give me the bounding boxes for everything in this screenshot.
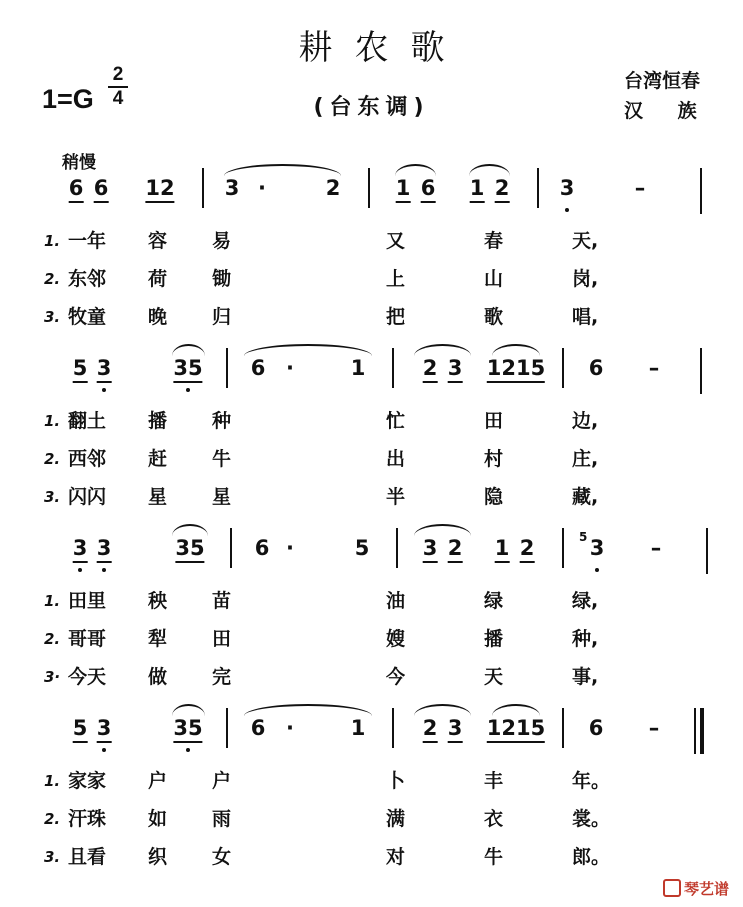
lyric-word: 织 [148, 846, 168, 868]
note-text: 3 [96, 356, 112, 380]
barline [706, 528, 708, 574]
lyric-word: 裳。 [572, 808, 611, 830]
note-text: 2 [447, 536, 463, 560]
lyric-word: 半 [386, 486, 406, 508]
watermark-logo-icon [663, 879, 681, 897]
jianpu-note [73, 716, 88, 740]
slur-mark [172, 344, 205, 356]
lyric-word: 东邻 [68, 268, 107, 290]
note-text: 3 [447, 356, 463, 380]
note-text: 5 [354, 536, 370, 560]
lyric-word: 犁 [148, 628, 168, 650]
note-text: 6 [420, 176, 436, 200]
lyric-word: 且看 [68, 846, 107, 868]
barline [226, 348, 228, 388]
barline [562, 528, 564, 568]
jianpu-note [351, 356, 366, 380]
jianpu-note [520, 536, 535, 560]
note-text: 3 [589, 536, 605, 560]
slur-mark [244, 704, 372, 716]
lyric-word: 绿 [484, 590, 504, 612]
lyric-word: 汗珠 [68, 808, 107, 830]
note-text: 6 [588, 716, 604, 740]
slur-mark [492, 344, 540, 356]
jianpu-note [351, 716, 366, 740]
eighth-underline [173, 741, 202, 743]
time-signature [108, 66, 128, 108]
octave-dot-below [102, 568, 106, 572]
jianpu-note [286, 356, 294, 380]
verse-number: 3. [44, 848, 61, 866]
barline [700, 708, 704, 754]
jianpu-note [495, 176, 510, 200]
slur-mark [469, 164, 510, 176]
verse-number: 1. [44, 772, 61, 790]
note-text: 6 [250, 356, 266, 380]
eighth-underline [175, 561, 204, 563]
credit-region: 台湾恒春 [624, 70, 701, 92]
grace-note: 5 [579, 530, 588, 544]
lyric-word: 星 [212, 486, 232, 508]
lyric-word: 牧童 [68, 306, 107, 328]
lyric-word: 隐 [484, 486, 504, 508]
note-text: · [286, 536, 294, 560]
lyric-word: 播 [484, 628, 504, 650]
note-text: · [258, 176, 266, 200]
lyric-word: 藏, [572, 486, 599, 508]
barline [392, 708, 394, 748]
jianpu-note [423, 536, 438, 560]
lyric-word: 播 [148, 410, 168, 432]
lyric-word: 锄 [212, 268, 232, 290]
octave-dot-below [78, 568, 82, 572]
lyric-word: 村 [484, 448, 504, 470]
note-text: 1 [494, 536, 510, 560]
note-text: 1 [350, 716, 366, 740]
lyric-word: 年。 [572, 770, 611, 792]
song-subtitle: (台东调) [313, 95, 430, 120]
lyric-word: 户 [148, 770, 168, 792]
jianpu-note [173, 356, 202, 380]
lyric-word: 家家 [68, 770, 107, 792]
eighth-underline [421, 201, 436, 203]
lyric-word: 衣 [484, 808, 504, 830]
lyric-word: 户 [212, 770, 232, 792]
lyric-word: 又 [386, 230, 406, 252]
note-text: – [634, 176, 646, 200]
note-text: 3 [96, 536, 112, 560]
note-text: 2 [422, 356, 438, 380]
note-text: 5 [72, 716, 88, 740]
lyric-word: 星 [148, 486, 168, 508]
note-text: 6 [68, 176, 84, 200]
slur-mark [492, 704, 540, 716]
note-text: 1 [395, 176, 411, 200]
note-text: 2 [422, 716, 438, 740]
note-text: 1 [350, 356, 366, 380]
eighth-underline [487, 381, 545, 383]
barline [537, 168, 539, 208]
lyric-word: 天 [484, 666, 504, 688]
eighth-underline [423, 561, 438, 563]
jianpu-note [487, 716, 545, 740]
lyric-word: 翻土 [68, 410, 107, 432]
jianpu-note [649, 356, 660, 380]
octave-dot-below [186, 388, 190, 392]
jianpu-note [69, 176, 84, 200]
meter-bottom: 4 [112, 88, 124, 109]
eighth-underline [97, 381, 112, 383]
note-text: 6 [250, 716, 266, 740]
eighth-underline [73, 381, 88, 383]
jianpu-note [487, 356, 545, 380]
watermark-text: 琴艺谱 [683, 880, 729, 898]
jianpu-note [286, 716, 294, 740]
jianpu-note [73, 356, 88, 380]
lyric-word: 庄, [572, 448, 599, 470]
jianpu-note [560, 176, 575, 200]
note-text: 3 [447, 716, 463, 740]
lyric-word: 油 [386, 590, 406, 612]
eighth-underline [145, 201, 174, 203]
jianpu-note [97, 356, 112, 380]
lyric-word: 苗 [212, 590, 232, 612]
note-text: 3 [224, 176, 240, 200]
verse-number: 1. [44, 592, 61, 610]
lyric-word: 种, [572, 628, 599, 650]
lyric-word: 唱, [572, 306, 599, 328]
note-text: 2 [519, 536, 535, 560]
lyric-word: 女 [212, 846, 232, 868]
lyric-word: 丰 [484, 770, 504, 792]
note-text: 12 [145, 176, 175, 200]
jianpu-note [651, 536, 662, 560]
barline [392, 348, 394, 388]
jianpu-note [448, 536, 463, 560]
eighth-underline [97, 741, 112, 743]
note-text: 6 [93, 176, 109, 200]
note-text: – [648, 716, 660, 740]
lyric-word: 容 [148, 230, 168, 252]
lyric-word: 赶 [148, 448, 168, 470]
barline [700, 168, 702, 214]
lyric-word: 田 [212, 628, 232, 650]
note-text: · [286, 716, 294, 740]
lyric-word: 对 [386, 846, 406, 868]
lyric-word: 雨 [212, 808, 232, 830]
verse-number: 2. [44, 270, 61, 288]
verse-number: 3. [44, 308, 61, 326]
verse-number: 3. [44, 488, 61, 506]
slur-mark [414, 704, 471, 716]
jianpu-note [448, 356, 463, 380]
barline [396, 528, 398, 568]
jianpu-note [225, 176, 240, 200]
jianpu-note [173, 716, 202, 740]
eighth-underline [73, 561, 88, 563]
eighth-underline [470, 201, 485, 203]
jianpu-note [589, 356, 604, 380]
slur-mark [172, 704, 205, 716]
lyric-word: 做 [148, 666, 168, 688]
key-signature: 1=G [42, 84, 94, 114]
meter-top: 2 [112, 64, 124, 85]
eighth-underline [97, 561, 112, 563]
eighth-underline [69, 201, 84, 203]
slur-mark [414, 524, 471, 536]
octave-dot-below [102, 748, 106, 752]
eighth-underline [448, 561, 463, 563]
lyric-word: 荷 [148, 268, 168, 290]
lyric-word: 岗, [572, 268, 599, 290]
jianpu-note [286, 536, 294, 560]
lyric-word: 郎。 [572, 846, 611, 868]
watermark [663, 878, 729, 899]
eighth-underline [73, 741, 88, 743]
note-text: 35 [173, 716, 203, 740]
lyric-word: 西邻 [68, 448, 107, 470]
jianpu-note [590, 536, 605, 560]
verse-number: 2. [44, 810, 61, 828]
lyric-word: 如 [148, 808, 168, 830]
lyric-word: 秧 [148, 590, 168, 612]
eighth-underline [520, 561, 535, 563]
lyric-word: 上 [386, 268, 406, 290]
lyric-word: 把 [386, 306, 406, 328]
barline [694, 708, 696, 754]
lyric-word: 种 [212, 410, 232, 432]
note-text: 5 [72, 356, 88, 380]
barline [700, 348, 702, 394]
eighth-underline [487, 741, 545, 743]
jianpu-note [495, 536, 510, 560]
octave-dot-below [565, 208, 569, 212]
note-text: 35 [173, 356, 203, 380]
lyric-word: 田里 [68, 590, 107, 612]
lyric-word: 归 [212, 306, 232, 328]
jianpu-note [421, 176, 436, 200]
barline [202, 168, 204, 208]
barline [226, 708, 228, 748]
jianpu-note [423, 716, 438, 740]
slur-mark [172, 524, 208, 536]
note-text: 6 [588, 356, 604, 380]
jianpu-note [258, 176, 266, 200]
lyric-word: 山 [484, 268, 504, 290]
eighth-underline [448, 381, 463, 383]
lyric-word: 易 [212, 230, 232, 252]
note-text: · [286, 356, 294, 380]
credit-ethnicity: 汉 族 [624, 100, 711, 122]
tempo-marking: 稍慢 [62, 153, 96, 173]
slur-mark [224, 164, 341, 176]
verse-number: 2. [44, 450, 61, 468]
verse-number: 3· [44, 668, 61, 686]
note-text: 3 [422, 536, 438, 560]
eighth-underline [173, 381, 202, 383]
verse-number: 1. [44, 232, 61, 250]
eighth-underline [423, 741, 438, 743]
song-title: 耕农歌 [298, 28, 467, 68]
verse-number: 1. [44, 412, 61, 430]
note-text: 2 [494, 176, 510, 200]
note-text: 1 [469, 176, 485, 200]
lyric-word: 天, [572, 230, 599, 252]
note-text: – [650, 536, 662, 560]
octave-dot-below [595, 568, 599, 572]
eighth-underline [396, 201, 411, 203]
jianpu-note [97, 536, 112, 560]
lyric-word: 绿, [572, 590, 599, 612]
lyric-word: 今 [386, 666, 406, 688]
note-text: 1215 [486, 716, 546, 740]
lyric-word: 完 [212, 666, 232, 688]
barline [368, 168, 370, 208]
barline [562, 348, 564, 388]
lyric-word: 春 [484, 230, 504, 252]
lyric-word: 嫂 [386, 628, 406, 650]
jianpu-note [94, 176, 109, 200]
note-text: 6 [254, 536, 270, 560]
jianpu-note [589, 716, 604, 740]
lyric-word: 出 [386, 448, 406, 470]
jianpu-note [145, 176, 174, 200]
jianpu-note [251, 356, 266, 380]
lyric-word: 闪闪 [68, 486, 107, 508]
note-text: 3 [559, 176, 575, 200]
jianpu-note [396, 176, 411, 200]
lyric-word: 牛 [484, 846, 504, 868]
jianpu-note [423, 356, 438, 380]
eighth-underline [423, 381, 438, 383]
note-text: 2 [325, 176, 341, 200]
lyric-word: 一年 [68, 230, 107, 252]
lyric-word: 满 [386, 808, 406, 830]
jianpu-note [635, 176, 646, 200]
lyric-word: 边, [572, 410, 599, 432]
octave-dot-below [102, 388, 106, 392]
note-text: 35 [175, 536, 205, 560]
jianpu-note [448, 716, 463, 740]
jianpu-note [97, 716, 112, 740]
lyric-word: 卜 [386, 770, 406, 792]
jianpu-note [73, 536, 88, 560]
octave-dot-below [186, 748, 190, 752]
lyric-word: 田 [484, 410, 504, 432]
lyric-word: 哥哥 [68, 628, 107, 650]
verse-number: 2. [44, 630, 61, 648]
barline [562, 708, 564, 748]
eighth-underline [448, 741, 463, 743]
slur-mark [244, 344, 372, 356]
lyric-word: 忙 [386, 410, 406, 432]
lyric-word: 歌 [484, 306, 504, 328]
jianpu-note [175, 536, 204, 560]
note-text: 1215 [486, 356, 546, 380]
jianpu-note [649, 716, 660, 740]
eighth-underline [495, 201, 510, 203]
barline [230, 528, 232, 568]
jianpu-note [355, 536, 370, 560]
lyric-word: 晚 [148, 306, 168, 328]
note-text: 3 [72, 536, 88, 560]
jianpu-note [255, 536, 270, 560]
note-text: 3 [96, 716, 112, 740]
eighth-underline [94, 201, 109, 203]
slur-mark [414, 344, 471, 356]
jianpu-note [470, 176, 485, 200]
lyric-word: 事, [572, 666, 599, 688]
slur-mark [395, 164, 436, 176]
lyric-word: 今天 [68, 666, 107, 688]
lyric-word: 牛 [212, 448, 232, 470]
jianpu-note [251, 716, 266, 740]
note-text: – [648, 356, 660, 380]
jianpu-note [326, 176, 341, 200]
eighth-underline [495, 561, 510, 563]
